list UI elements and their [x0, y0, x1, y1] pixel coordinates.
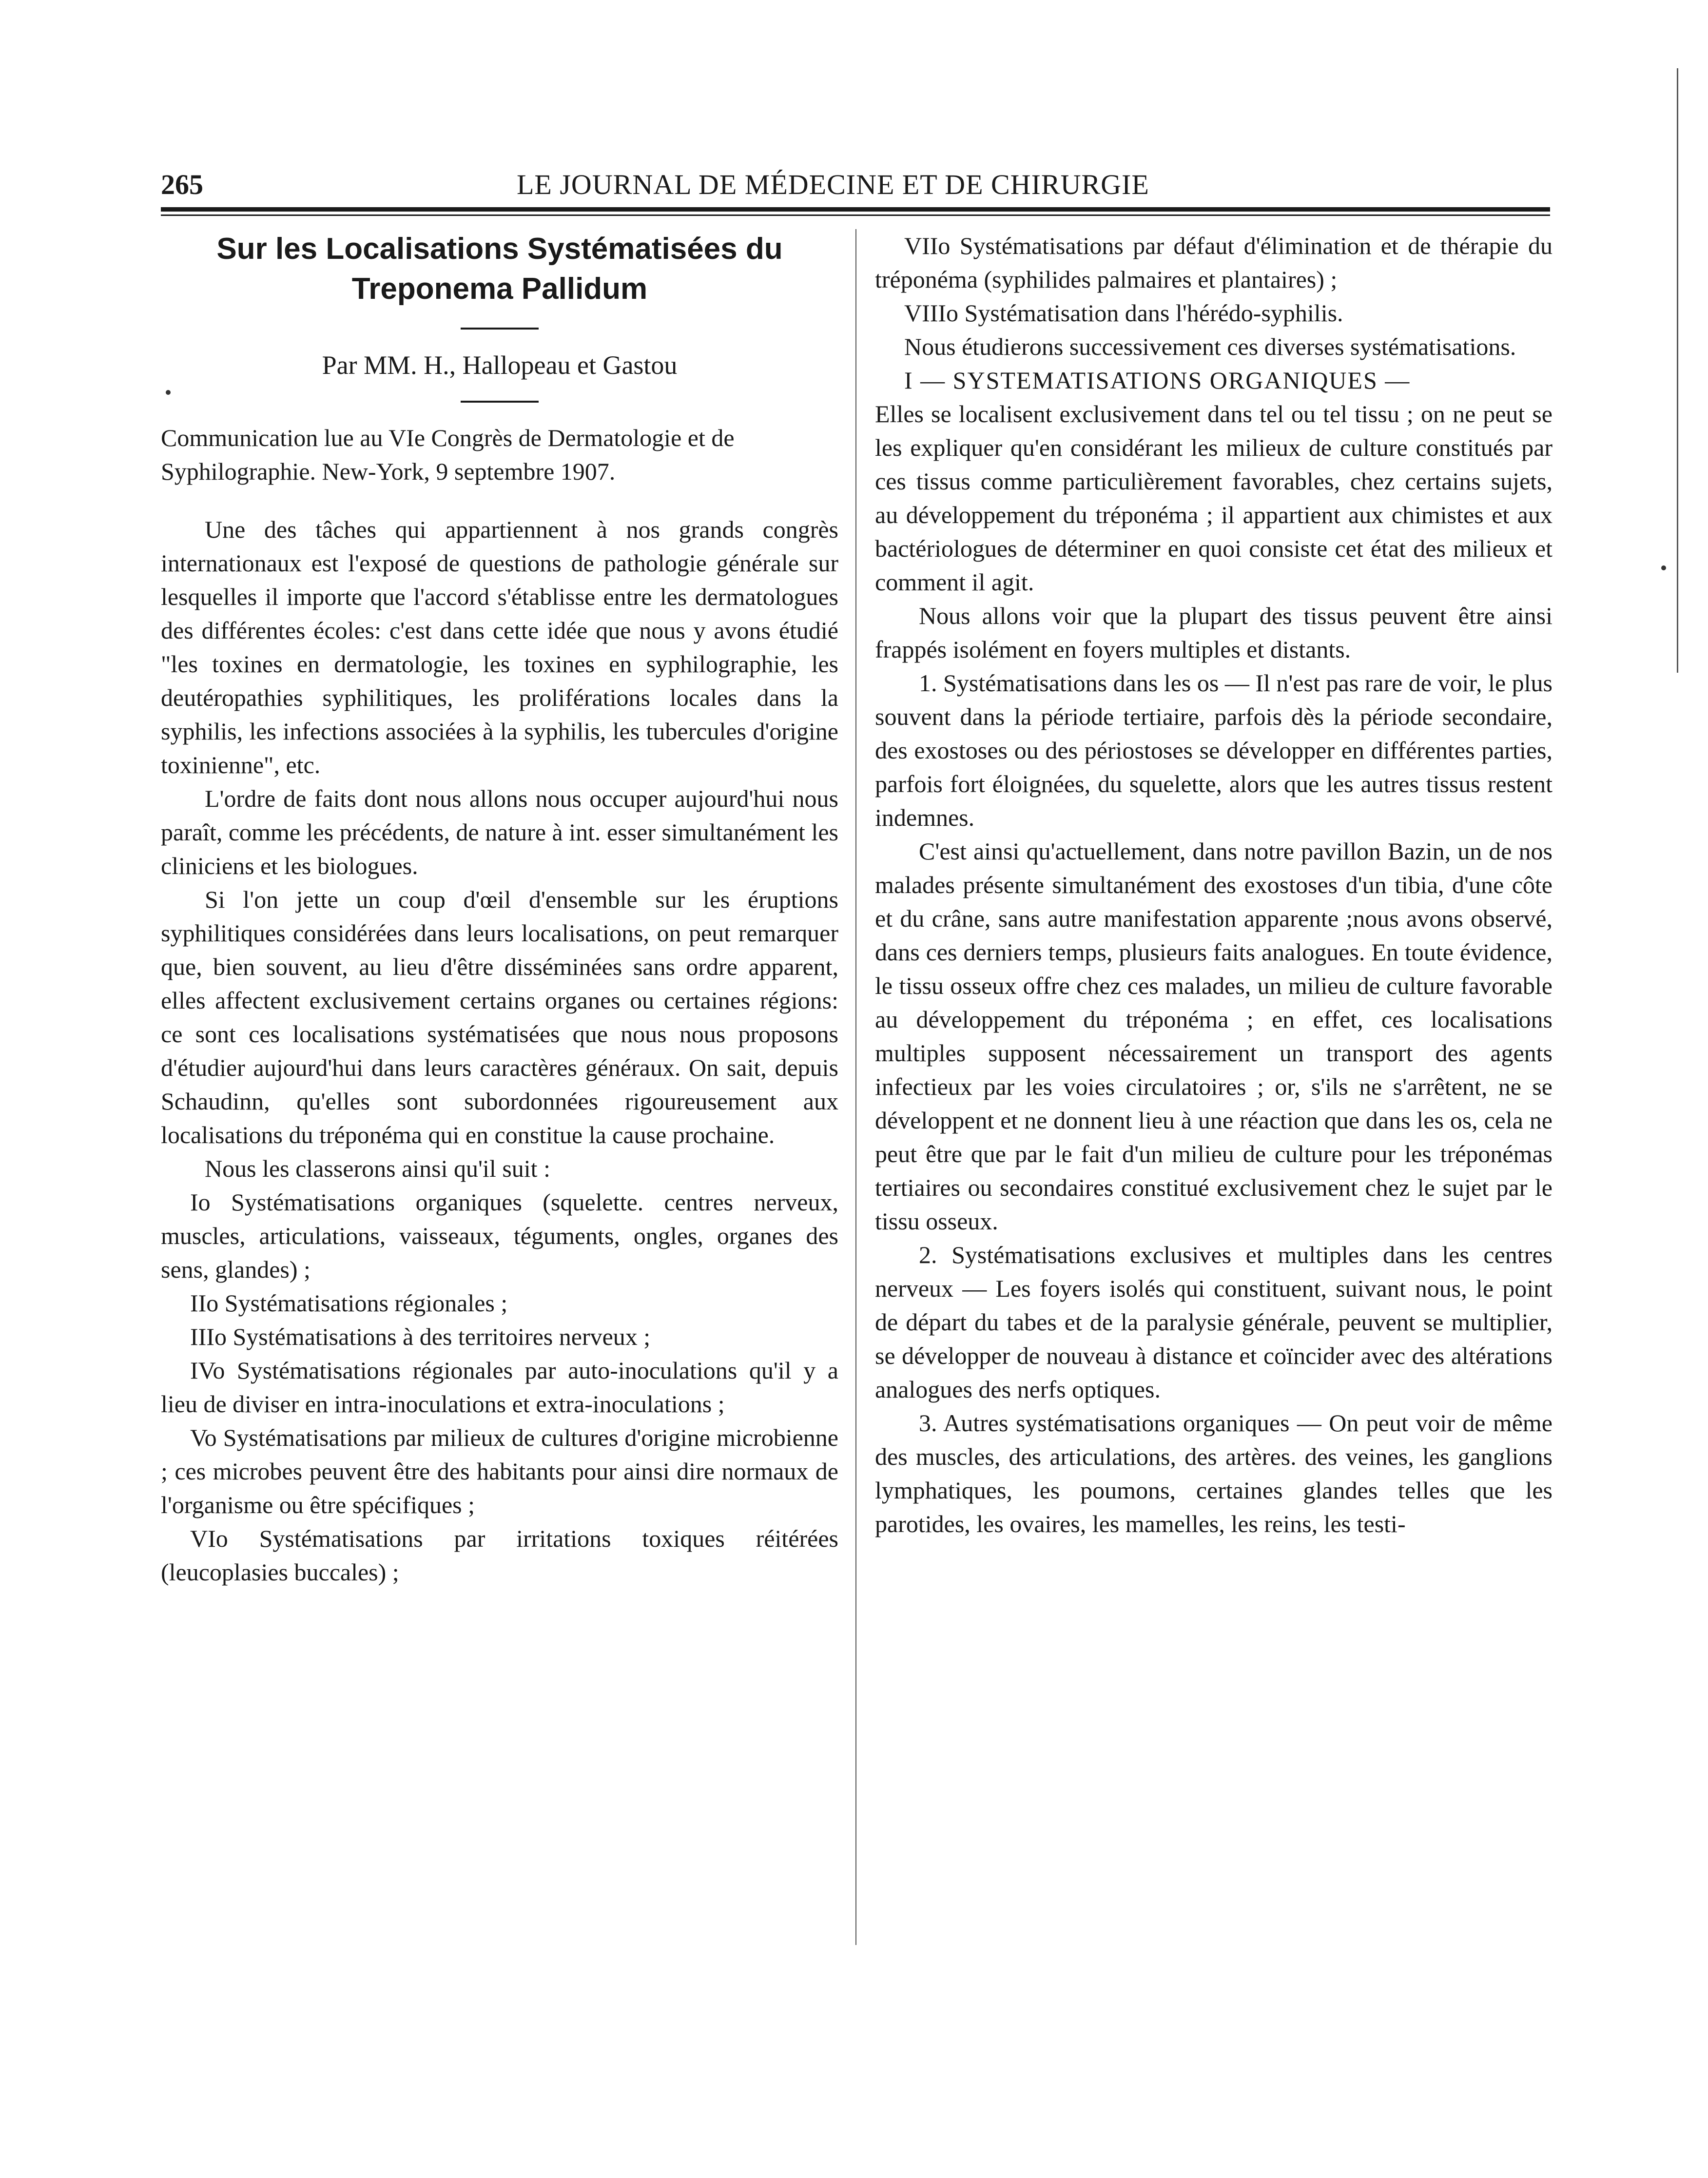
paragraph: L'ordre de faits dont nous allons nous occuper aujourd'hui nous paraît, comme les précédents, de nature à int. esser simultanément les cliniciens et les biologues.: [161, 785, 838, 879]
scan-edge-line: [1677, 68, 1678, 673]
list-item: Nous étudierons successivement ces diverses systématisations.: [904, 333, 1516, 360]
paragraph: Nous allons voir que la plupart des tissus peuvent être ainsi frappés isolément en foyers multiples et distants.: [875, 602, 1553, 663]
list-item: VIIIo Systématisation dans l'hérédo-syphilis.: [904, 299, 1343, 327]
column-divider: [855, 229, 856, 1945]
scan-speck: [166, 390, 171, 395]
list-item: IIIo Systématisations à des territoires nerveux ;: [190, 1323, 651, 1350]
paragraph: Elles se localisent exclusivement dans tel ou tel tissu ; on ne peut se les expliquer qu'en considérant les milieux de culture constitués par ces tissus comme particulièrement favorables, chez certains sujets, au développement du tréponéma ; il appartient aux chimistes et aux bactériologues de déterminer en quoi consiste cet état des milieux et comment il agit.: [875, 400, 1553, 596]
article-title: Sur les Localisations Systématisées du Treponema Pallidum: [216, 232, 783, 306]
paragraph: 1. Systématisations dans les os — Il n'est pas rare de voir, le plus souvent dans la période tertiaire, parfois dès la période secondaire, des exostoses ou des périostoses se développer en différentes parties, parfois fort éloignées, du squelette, alors que les autres tissus restent indemnes.: [875, 669, 1553, 831]
right-column: [875, 229, 1553, 1541]
paragraph: 3. Autres systématisations organiques — On peut voir de même des muscles, des articulations, des artères. des veines, les ganglions lymphatiques, les poumons, certaines glandes telles que les parotides, les ovaires, les mamelles, les reins, les testi-: [875, 1409, 1553, 1537]
running-title: LE JOURNAL DE MÉDECINE ET DE CHIRURGIE: [517, 169, 1149, 200]
article-intro: Communication lue au VIe Congrès de Dermatologie et de Syphilographie. New-York, 9 septembre 1907.: [161, 424, 735, 485]
paragraph: Une des tâches qui appartiennent à nos grands congrès internationaux est l'exposé de questions de pathologie générale sur lesquelles il importe que l'accord s'établisse entre les dermatologues des différentes écoles: c'est dans cette idée que nous y avons étudié "les toxines en dermatologie, les toxines en syphilographie, les deutéropathies syphilitiques, les proliférations locales dans la syphilis, les infections associées à la syphilis, les tubercules d'origine toxinienne", etc.: [161, 516, 838, 778]
byline-rule: [461, 401, 539, 403]
paragraph: 2. Systématisations exclusives et multiples dans les centres nerveux — Les foyers isolés qui constituent, suivant nous, le point de départ du tabes et de la paralysie générale, peuvent se multiplier, se développer de nouveau à distance et coïncider avec des altérations analogues des nerfs optiques.: [875, 1241, 1553, 1403]
list-item: VIo Systématisations par irritations toxiques réitérées (leucoplasies buccales) ;: [161, 1525, 838, 1586]
scan-speck: [1661, 565, 1666, 570]
list-item: Vo Systématisations par milieux de cultures d'origine microbienne ; ces microbes peuvent être des habitants pour ainsi dire normaux de l'organisme ou être spécifiques ;: [161, 1424, 838, 1518]
list-item: VIIo Systématisations par défaut d'élimination et de thérapie du tréponéma (syphilides palmaires et plantaires) ;: [875, 232, 1553, 293]
list-item: IIo Systématisations régionales ;: [190, 1289, 508, 1317]
page-number: 265: [161, 169, 203, 200]
paragraph: C'est ainsi qu'actuellement, dans notre pavillon Bazin, un de nos malades présente simultanément des exostoses d'un tibia, d'une côte et du crâne, sans autre manifestation apparente ;nous avons observé, dans ces derniers temps, plusieurs faits analogues. En toute évidence, le tissu osseux offre chez ces malades, un milieu de culture favorable au développement du tréponéma ; en effet, ces localisations multiples supposent nécessairement un transport des agents infectieux par les voies circulatoires ; or, s'ils ne s'arrêtent, ne se développent et ne donnent lieu à une réaction que dans les os, cela ne peut être que par le fait d'un milieu de culture pour les tréponémas tertiaires ou secondaires constitué exclusivement chez le sujet par le tissu osseux.: [875, 837, 1553, 1235]
article-byline: Par MM. H., Hallopeau et Gastou: [322, 350, 678, 380]
header-rule-thin: [161, 214, 1550, 216]
paragraph: Si l'on jette un coup d'œil d'ensemble sur les éruptions syphilitiques considérées dans leurs localisations, on peut remarquer que, bien souvent, au lieu d'être disséminées sans ordre apparent, elles affectent exclusivement certains organes ou certaines régions: ce sont ces localisations systématisées que nous nous proposons d'étudier aujourd'hui dans leurs caractères généraux. On sait, depuis Schaudinn, qu'elles sont subordonnées rigoureusement aux localisations du tréponéma qui en constitue la cause prochaine.: [161, 886, 838, 1148]
section-heading: I — SYSTEMATISATIONS ORGANIQUES —: [904, 367, 1411, 394]
header-rule-thick: [161, 207, 1550, 212]
paragraph: Nous les classerons ainsi qu'il suit :: [205, 1155, 550, 1182]
left-column: [161, 229, 838, 1589]
page-header: [161, 168, 1545, 207]
list-item: IVo Systématisations régionales par auto-inoculations qu'il y a lieu de diviser en intra-inoculations et extra-inoculations ;: [161, 1357, 838, 1418]
list-item: Io Systématisations organiques (squelette. centres nerveux, muscles, articulations, vaisseaux, téguments, ongles, organes des sens, glandes) ;: [161, 1188, 838, 1283]
title-rule: [461, 328, 539, 330]
